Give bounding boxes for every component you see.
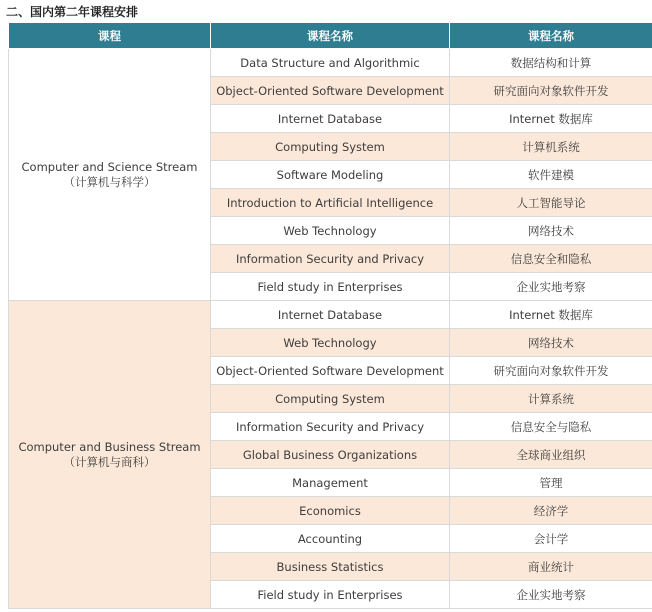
course-name-en: Internet Database [211, 105, 450, 133]
course-name-en: Computing System [211, 133, 450, 161]
course-name-cn: 管理 [450, 469, 652, 497]
course-name-cn: 计算机系统 [450, 133, 652, 161]
table-header-row [9, 23, 652, 49]
stream-name-cn: （计算机与商科） [63, 454, 156, 469]
stream-cell [9, 49, 211, 301]
course-name-en: Web Technology [211, 217, 450, 245]
course-name-en: Computing System [211, 385, 450, 413]
course-name-cn: 软件建模 [450, 161, 652, 189]
course-name-cn: 信息安全与隐私 [450, 413, 652, 441]
course-name-en: Object-Oriented Software Development [211, 357, 450, 385]
course-name-cn: 研究面向对象软件开发 [450, 357, 652, 385]
course-name-en: Economics [211, 497, 450, 525]
course-name-cn: 企业实地考察 [450, 273, 652, 301]
course-name-cn: 信息安全和隐私 [450, 245, 652, 273]
course-name-cn: 会计学 [450, 525, 652, 553]
stream-name-cn: （计算机与科学） [63, 174, 156, 189]
course-name-cn: 全球商业组织 [450, 441, 652, 469]
course-name-en: Introduction to Artificial Intelligence [211, 189, 450, 217]
course-name-cn: 企业实地考察 [450, 581, 652, 609]
course-name-cn: 研究面向对象软件开发 [450, 77, 652, 105]
course-name-en: Object-Oriented Software Development [211, 77, 450, 105]
course-name-cn: 经济学 [450, 497, 652, 525]
header-course-name-cn: 课程名称 [450, 23, 652, 49]
course-name-en: Field study in Enterprises [211, 273, 450, 301]
course-name-en: Web Technology [211, 329, 450, 357]
course-name-cn: Internet 数据库 [450, 301, 652, 329]
course-name-cn: 商业统计 [450, 553, 652, 581]
course-name-en: Global Business Organizations [211, 441, 450, 469]
course-name-cn: 人工智能导论 [450, 189, 652, 217]
stream-cell [9, 301, 211, 609]
course-name-en: Field study in Enterprises [211, 581, 450, 609]
course-name-cn: Internet 数据库 [450, 105, 652, 133]
course-name-cn: 网络技术 [450, 217, 652, 245]
table-row [9, 49, 652, 77]
course-name-en: Management [211, 469, 450, 497]
course-name-en: Accounting [211, 525, 450, 553]
course-name-cn: 计算系统 [450, 385, 652, 413]
course-name-en: Information Security and Privacy [211, 245, 450, 273]
course-table-body [9, 49, 652, 609]
section-title: 二、国内第二年课程安排 [6, 5, 139, 19]
course-name-cn: 数据结构和计算 [450, 49, 652, 77]
stream-name-en: Computer and Science Stream [21, 159, 198, 174]
header-course-name-en: 课程名称 [211, 23, 450, 49]
header-stream: 课程 [9, 23, 211, 49]
course-name-en: Business Statistics [211, 553, 450, 581]
course-name-en: Data Structure and Algorithmic [211, 49, 450, 77]
course-name-en: Internet Database [211, 301, 450, 329]
table-row [9, 301, 652, 329]
course-table [8, 22, 652, 609]
course-name-en: Software Modeling [211, 161, 450, 189]
course-name-cn: 网络技术 [450, 329, 652, 357]
stream-name-en: Computer and Business Stream [18, 439, 201, 454]
course-name-en: Information Security and Privacy [211, 413, 450, 441]
